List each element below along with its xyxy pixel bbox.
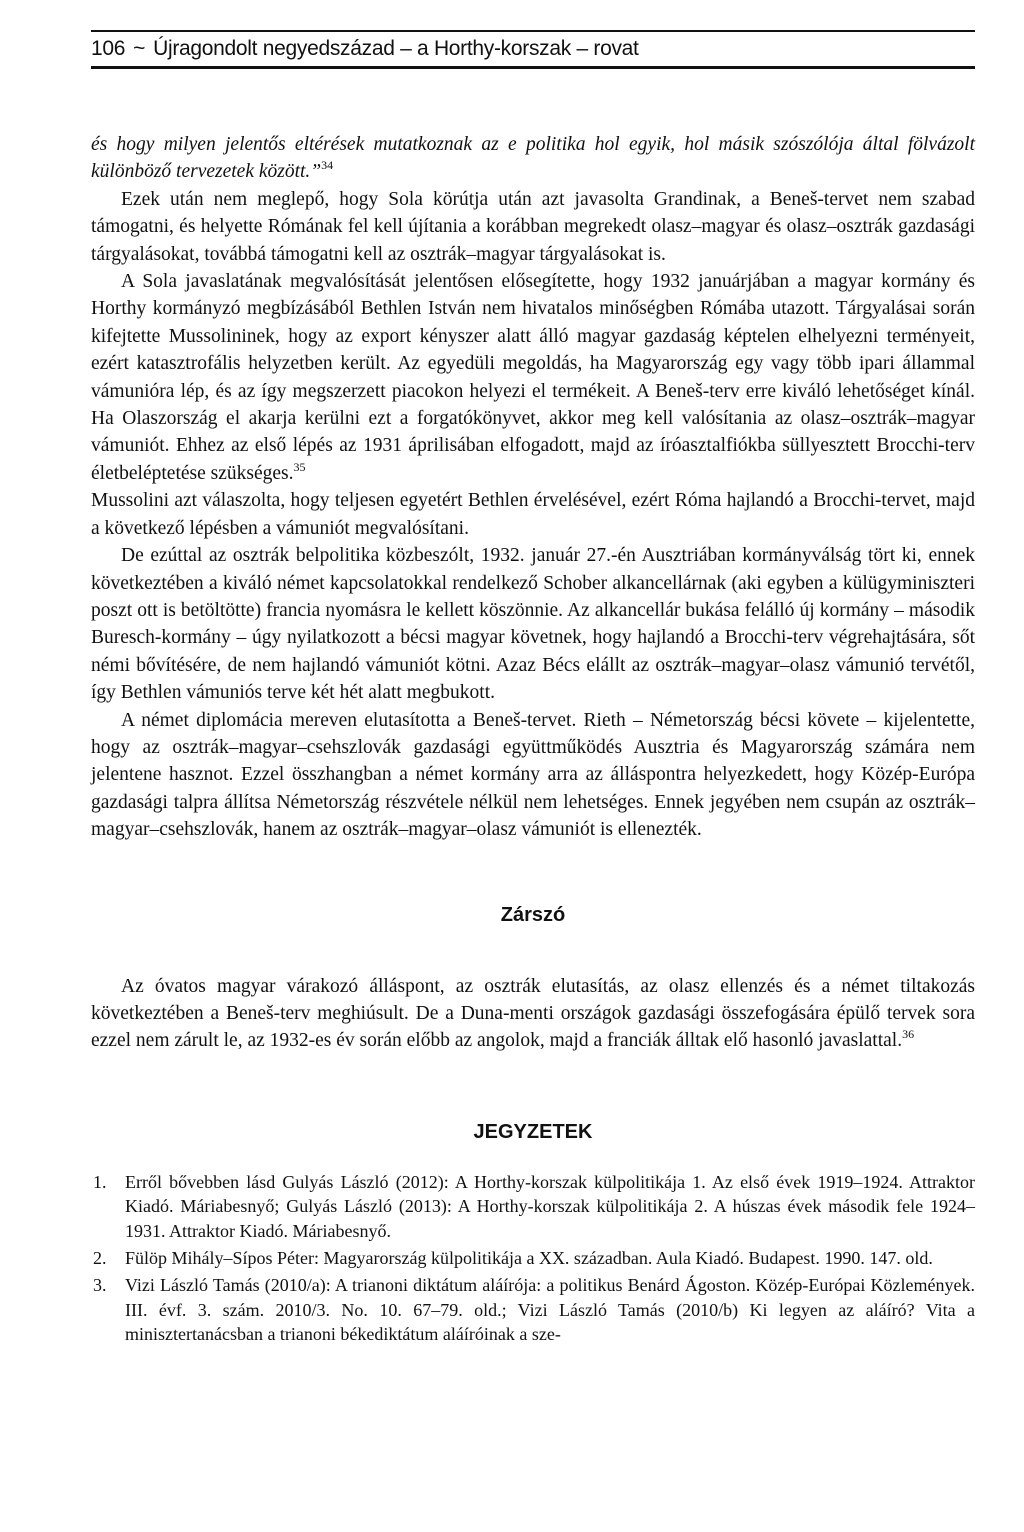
footnote-ref-36: 36 xyxy=(902,1027,915,1042)
note-number: 2. xyxy=(93,1248,107,1268)
zarszo-heading: Zárszó xyxy=(500,903,566,926)
running-header xyxy=(91,30,975,69)
paragraph-2-continued: Mussolini azt válaszolta, hogy teljesen egyetért Bethlen érvelésével, ezért Róma hajlandó a Brocchi-tervet, majd a következő lépésben a vámuniót megvalósítani. xyxy=(91,490,975,539)
notes-heading: JEGYZETEK xyxy=(473,1120,593,1143)
note-number: 3. xyxy=(93,1275,107,1296)
page-number: 106 xyxy=(91,37,126,60)
body-text xyxy=(91,131,975,844)
zarszo-section xyxy=(91,973,975,1055)
note-text: Fülöp Mihály–Sípos Péter: Magyarország külpolitikája a XX. században. Aula Kiadó. Budapest. 1990. 147. old. xyxy=(125,1248,933,1268)
document-page xyxy=(91,30,975,1350)
quote-italic-text: és hogy milyen jelentős eltérések mutatkoznak az e politika hol egyik, hol másik szószólója által fölvázolt különböző tervezetek között. xyxy=(91,134,975,183)
note-text: Vizi László Tamás (2010/a): A trianoni diktátum aláírója: a politikus Benárd Ágoston. Közép-Európai Közlemények. III. évf. 3. szám. 2010/3. No. 10. 67–79. old.; Vizi László Tamás (2010/b) Ki legyen az aláíró? Vita a minisztertanácsban a trianoni békediktátum aláíróinak a sze- xyxy=(125,1275,975,1345)
paragraph-3: De ezúttal az osztrák belpolitika közbeszólt, 1932. január 27.-én Ausztriában kormányválság tört ki, ennek következtében a kiváló német kapcsolatokkal rendelkező Schober alkancellárnak (aki egyben a külügyminiszteri poszt ott is betöltötte) francia nyomásra le kellett köszönnie. Az alkancellár bukása felálló új kormány – második Buresch-kormány – úgy nyilatkozott a bécsi magyar követnek, hogy hajlandó a Brocchi-terv végrehajtására, sőt némi bővítésére, de nem hajlandó vámuniót kötni. Azaz Bécs elállt az osztrák–magyar–olasz vámunió tervétől, így Bethlen vámuniós terve két hét alatt megbukott. xyxy=(91,545,975,704)
footnote-ref-34: 34 xyxy=(321,158,334,173)
paragraph-1: Ezek után nem meglepő, hogy Sola körútja után azt javasolta Grandinak, a Beneš-tervet nem szabad támogatni, és helyette Rómának fel kell újítania a korábban megrekedt olasz–magyar és olasz–osztrák gazdasági tárgyalásokat, továbbá támogatni kell az osztrák–magyar tárgyalásokat is. xyxy=(91,188,975,265)
paragraph-quote xyxy=(91,131,975,186)
note-number: 1. xyxy=(93,1171,107,1192)
notes-list xyxy=(91,1170,975,1347)
running-title: Újragondolt negyedszázad – a Horthy-korszak – rovat xyxy=(153,37,639,60)
note-item xyxy=(91,1273,975,1346)
paragraph-4: A német diplomácia mereven elutasította a Beneš-tervet. Rieth – Németország bécsi követe – kijelentette, hogy az osztrák–magyar–csehszlovák gazdasági együttműködés Ausztria és Magyarország számára nem jelentene hasznot. Ezzel összhangban a német kormány arra az álláspontra helyezkedett, hogy Közép-Európa gazdasági talpra állítsa Németország részvétele nélkül nem lehetséges. Ennek jegyében nem csupán az osztrák–magyar–csehszlovák, hanem az osztrák–magyar–olasz vámuniót is ellenezték. xyxy=(91,709,975,841)
paragraph-2 xyxy=(91,268,975,487)
note-item xyxy=(91,1246,975,1270)
zarszo-text: Az óvatos magyar várakozó álláspont, az osztrák elutasítás, az olasz ellenzés és a német tiltakozás következtében a Beneš-terv meghiúsult. De a Duna-menti országok gazdasági összefogására épülő tervek sora ezzel nem zárult le, az 1932-es év során előbb az angolok, majd a franciák álltak elő hasonló javaslattal. xyxy=(91,975,975,1052)
quote-close-mark: ” xyxy=(310,161,322,183)
zarszo-paragraph xyxy=(91,973,975,1055)
footnote-ref-35: 35 xyxy=(293,459,306,474)
header-separator: ~ xyxy=(133,37,146,60)
note-item xyxy=(91,1170,975,1243)
paragraph-2-text: A Sola javaslatának megvalósítását jelentősen elősegítette, hogy 1932 januárjában a magyar kormány és Horthy kormányzó megbízásából Bethlen István nem hivatalos minőségben Rómába utazott. Tárgyalásai során kifejtette Mussolininek, hogy az export kényszer alatt álló magyar gazdaság képtelen elhelyezni terményeit, ezért katasztrofális helyzetben került. Az egyedüli megoldás, ha Magyarország egy vagy több ipari állammal vámunióra lép, és az így megszerzett piacokon helyezi el termékeit. A Beneš-terv erre kiváló lehetőséget kínál. Ha Olaszország el akarja kerülni ezt a forgatókönyvet, akkor meg kell valósítania az olasz–osztrák–magyar vámuniót. Ehhez az első lépés az 1931 áprilisában elfogadott, majd az íróasztalfiókba süllyesztett Brocchi-terv életbeléptetése szükséges. xyxy=(91,271,975,484)
note-text: Erről bővebben lásd Gulyás László (2012): A Horthy-korszak külpolitikája 1. Az első évek 1919–1924. Attraktor Kiadó. Máriabesnyő; Gulyás László (2013): A Horthy-korszak külpolitikája 2. A húszas évek második fele 1924–1931. Attraktor Kiadó. Máriabesnyő. xyxy=(125,1171,975,1241)
